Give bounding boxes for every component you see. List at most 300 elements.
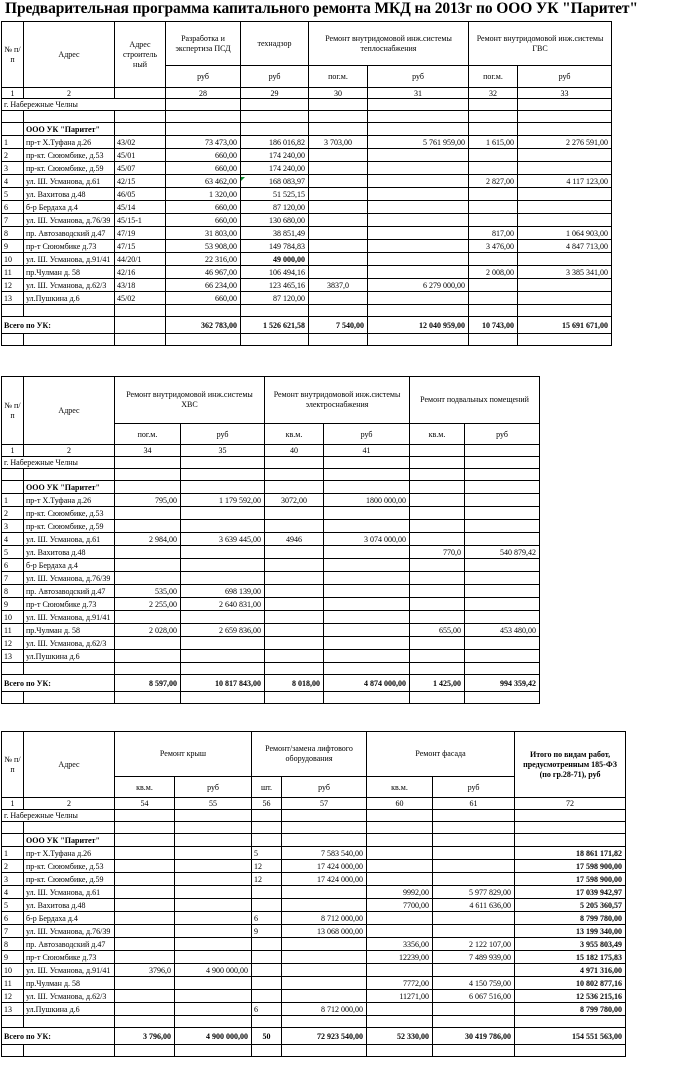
t1-colnum: 1 xyxy=(2,88,24,99)
t2-cell xyxy=(465,559,540,572)
row-address: пр-кт. Сююмбике, д.59 xyxy=(24,162,115,175)
row-number: 11 xyxy=(2,624,24,637)
t3-cell xyxy=(115,1003,175,1016)
row-number: 12 xyxy=(2,279,24,292)
t1-table-row xyxy=(2,162,612,175)
t3-colnum: 2 xyxy=(24,798,115,810)
t1-unit: руб xyxy=(241,66,309,88)
t1-cell: 53 908,00 xyxy=(166,240,241,253)
t2-colnum: 2 xyxy=(24,445,115,457)
row-address: пр. Автозаводский д.47 xyxy=(24,938,115,951)
t2-cell xyxy=(324,507,410,520)
t1-cell: 45/02 xyxy=(115,292,166,305)
t3-cell xyxy=(175,886,252,899)
t2-cell xyxy=(181,611,265,624)
row-number: 7 xyxy=(2,572,24,585)
t3-cell: 7 583 540,00 xyxy=(282,847,367,860)
t1-cell: 660,00 xyxy=(166,214,241,227)
t3-cell xyxy=(115,912,175,925)
t1-cell xyxy=(309,227,368,240)
t1-cell xyxy=(368,162,469,175)
t1-cell xyxy=(309,175,368,188)
t1-cell: 47/15 xyxy=(115,240,166,253)
t2-table-row xyxy=(2,533,540,546)
t2-cell: 453 480,00 xyxy=(465,624,540,637)
t2-cell: 3 074 000,00 xyxy=(324,533,410,546)
t1-cell xyxy=(309,240,368,253)
row-address: пр-т Сююмбике д.73 xyxy=(24,951,115,964)
row-number: 6 xyxy=(2,559,24,572)
t1-org: ООО УК "Паритет" xyxy=(24,123,115,136)
row-number: 13 xyxy=(2,650,24,663)
t2-cell xyxy=(265,572,324,585)
t2-header-elec: Ремонт внутридомовой инж.системы электроснабжения xyxy=(265,377,410,424)
table-3 xyxy=(1,731,626,1057)
t1-cell: 45/07 xyxy=(115,162,166,175)
t3-cell xyxy=(433,912,515,925)
row-address: пр.Чулман д. 58 xyxy=(24,266,115,279)
t1-city: г. Набережные Челны xyxy=(2,99,166,111)
t1-unit: пог.м. xyxy=(469,66,518,88)
row-address: пр-т Сююмбике д.73 xyxy=(24,598,115,611)
t1-cell: 106 494,16 xyxy=(241,266,309,279)
t1-table-row xyxy=(2,253,612,266)
t2-cell xyxy=(265,611,324,624)
t2-cell: 2 640 831,00 xyxy=(181,598,265,611)
t2-colnum: 35 xyxy=(181,445,265,457)
t1-cell: 43/18 xyxy=(115,279,166,292)
t3-cell xyxy=(367,964,433,977)
t2-cell: 698 139,00 xyxy=(181,585,265,598)
t2-cell xyxy=(465,533,540,546)
t2-cell xyxy=(465,598,540,611)
t3-cell: 9992,00 xyxy=(367,886,433,899)
row-number: 6 xyxy=(2,912,24,925)
t2-total-row: Всего по УК: 8 597,00 10 817 843,00 8 018,00 4 874 000,00 1 425,00 994 359,42 xyxy=(2,675,540,692)
row-address: ул. Ш. Усманова, д.91/41 xyxy=(24,253,115,266)
t2-cell xyxy=(115,650,181,663)
t1-cell: 2 827,00 xyxy=(469,175,518,188)
t1-cell: 38 851,49 xyxy=(241,227,309,240)
t1-cell: 3 703,00 xyxy=(309,136,368,149)
t3-cell: 9 xyxy=(252,925,282,938)
t3-cell: 3 955 803,49 xyxy=(515,938,626,951)
t2-table-row xyxy=(2,650,540,663)
t3-cell xyxy=(252,951,282,964)
t3-cell: 8 799 780,00 xyxy=(515,1003,626,1016)
t3-cell: 6 xyxy=(252,1003,282,1016)
t3-cell xyxy=(115,847,175,860)
t3-table-row xyxy=(2,925,626,938)
t1-table-row xyxy=(2,227,612,240)
t1-cell: 2 008,00 xyxy=(469,266,518,279)
t3-header-num: № п/п xyxy=(2,732,24,798)
row-number: 3 xyxy=(2,162,24,175)
t2-cell xyxy=(265,507,324,520)
row-number: 8 xyxy=(2,585,24,598)
row-number: 5 xyxy=(2,546,24,559)
t3-cell: 6 xyxy=(252,912,282,925)
t1-table-row xyxy=(2,149,612,162)
t1-cell: 66 234,00 xyxy=(166,279,241,292)
t3-cell: 12 xyxy=(252,860,282,873)
t3-cell: 13 068 000,00 xyxy=(282,925,367,938)
table-1 xyxy=(1,21,612,346)
t3-cell xyxy=(175,912,252,925)
t3-colnum: 72 xyxy=(515,798,626,810)
t3-cell: 3356,00 xyxy=(367,938,433,951)
t1-colnum: 2 xyxy=(24,88,115,99)
t3-header-lift: Ремонт/замена лифтового оборудования xyxy=(252,732,367,777)
t3-cell xyxy=(433,964,515,977)
t3-cell: 4 971 316,00 xyxy=(515,964,626,977)
row-address: ул. Ш. Усманова, д.62/3 xyxy=(24,990,115,1003)
t1-cell xyxy=(518,188,612,201)
row-number: 13 xyxy=(2,1003,24,1016)
t3-cell xyxy=(282,977,367,990)
row-address: ул. Ш. Усманова, д.61 xyxy=(24,886,115,899)
row-address: пр-кт. Сююмбике, д.53 xyxy=(24,860,115,873)
t2-cell xyxy=(324,611,410,624)
t3-unit: руб xyxy=(175,777,252,798)
t3-cell xyxy=(367,1003,433,1016)
t1-cell xyxy=(469,214,518,227)
t2-header-address: Адрес xyxy=(24,377,115,445)
t2-cell xyxy=(181,559,265,572)
t3-colnum: 54 xyxy=(115,798,175,810)
t1-cell xyxy=(518,149,612,162)
t1-cell xyxy=(368,175,469,188)
t3-cell xyxy=(433,925,515,938)
t2-cell xyxy=(265,585,324,598)
t2-header-base: Ремонт подвальных помещений xyxy=(410,377,540,424)
t3-cell xyxy=(252,964,282,977)
t2-unit: руб xyxy=(465,424,540,445)
t2-cell xyxy=(181,520,265,533)
row-number: 3 xyxy=(2,873,24,886)
t2-cell xyxy=(324,598,410,611)
t2-table-row xyxy=(2,494,540,507)
t1-table-row xyxy=(2,266,612,279)
t1-cell: 73 473,00 xyxy=(166,136,241,149)
t1-cell: 660,00 xyxy=(166,292,241,305)
t2-cell xyxy=(181,507,265,520)
t2-table-row xyxy=(2,598,540,611)
t3-cell xyxy=(367,847,433,860)
t3-table-row xyxy=(2,899,626,912)
row-address: ул. Ш. Усманова, д.76/39 xyxy=(24,214,115,227)
t1-cell xyxy=(309,292,368,305)
row-number: 10 xyxy=(2,964,24,977)
t2-table-row xyxy=(2,559,540,572)
t3-cell xyxy=(175,951,252,964)
t2-cell xyxy=(265,598,324,611)
t2-header-num: № п/п xyxy=(2,377,24,445)
t2-colnum: 41 xyxy=(324,445,410,457)
t3-total-row: Всего по УК: 3 796,00 4 900 000,00 50 72 923 540,00 52 330,00 30 419 786,00 154 551 563,00 xyxy=(2,1028,626,1045)
t3-unit: кв.м. xyxy=(367,777,433,798)
t3-table-row xyxy=(2,912,626,925)
t1-cell: 5 761 959,00 xyxy=(368,136,469,149)
row-address: пр-т Х.Туфана д.26 xyxy=(24,847,115,860)
t2-colnum: 40 xyxy=(265,445,324,457)
t3-cell xyxy=(433,860,515,873)
t3-table-row xyxy=(2,860,626,873)
t2-cell xyxy=(465,611,540,624)
t1-cell xyxy=(469,201,518,214)
row-address: ул. Ш. Усманова, д.91/41 xyxy=(24,611,115,624)
page-title: Предварительная программа капитального ремонта МКД на 2013г по ООО УК "Паритет" xyxy=(5,0,638,17)
t2-cell: 4946 xyxy=(265,533,324,546)
t2-cell xyxy=(324,572,410,585)
t2-org: ООО УК "Паритет" xyxy=(24,481,115,494)
t2-city: г. Набережные Челны xyxy=(2,457,115,469)
t1-cell: 123 465,16 xyxy=(241,279,309,292)
t1-cell xyxy=(309,214,368,227)
t1-cell xyxy=(368,266,469,279)
table-2 xyxy=(1,376,540,704)
t3-org: ООО УК "Паритет" xyxy=(24,834,115,847)
row-address: ул. Ш. Усманова, д.61 xyxy=(24,175,115,188)
row-number: 11 xyxy=(2,266,24,279)
t1-cell: 43/02 xyxy=(115,136,166,149)
t1-table-row xyxy=(2,136,612,149)
t2-cell xyxy=(465,520,540,533)
t1-cell xyxy=(518,162,612,175)
t3-colnum: 56 xyxy=(252,798,282,810)
t1-table-row xyxy=(2,292,612,305)
t1-cell: 47/19 xyxy=(115,227,166,240)
t3-cell: 4 150 759,00 xyxy=(433,977,515,990)
t1-cell: 42/15 xyxy=(115,175,166,188)
t1-cell: 660,00 xyxy=(166,201,241,214)
t1-cell: 168 083,97 xyxy=(241,175,309,188)
t3-cell: 13 199 340,00 xyxy=(515,925,626,938)
row-address: б-р Бердаха д.4 xyxy=(24,201,115,214)
t2-cell xyxy=(410,585,465,598)
t2-cell xyxy=(324,650,410,663)
row-number: 2 xyxy=(2,860,24,873)
t2-cell xyxy=(465,650,540,663)
t3-cell: 2 122 107,00 xyxy=(433,938,515,951)
t1-header-gvs: Ремонт внутридомовой инж.системы ГВС xyxy=(469,22,612,66)
t1-cell xyxy=(309,162,368,175)
t3-unit: шт. xyxy=(252,777,282,798)
t3-cell: 4 900 000,00 xyxy=(175,964,252,977)
t2-cell xyxy=(181,650,265,663)
t1-cell xyxy=(469,279,518,292)
t2-cell xyxy=(324,624,410,637)
t2-table-row xyxy=(2,520,540,533)
t3-cell xyxy=(175,925,252,938)
t2-table-row xyxy=(2,637,540,650)
t3-cell: 12239,00 xyxy=(367,951,433,964)
t3-cell: 7 489 939,00 xyxy=(433,951,515,964)
row-address: ул. Ш. Усманова, д.91/41 xyxy=(24,964,115,977)
t1-cell: 817,00 xyxy=(469,227,518,240)
t2-cell: 2 255,00 xyxy=(115,598,181,611)
t3-cell xyxy=(367,873,433,886)
t1-cell xyxy=(469,292,518,305)
t3-cell xyxy=(252,990,282,1003)
t3-cell xyxy=(115,990,175,1003)
t1-cell: 1 320,00 xyxy=(166,188,241,201)
t1-total-label: Всего по УК: xyxy=(2,317,115,334)
t3-cell xyxy=(367,860,433,873)
t1-cell: 63 462,00 xyxy=(166,175,241,188)
t3-cell: 5 977 829,00 xyxy=(433,886,515,899)
t3-cell: 17 424 000,00 xyxy=(282,873,367,886)
row-number: 1 xyxy=(2,494,24,507)
t3-cell: 17 598 900,00 xyxy=(515,873,626,886)
t1-cell xyxy=(309,266,368,279)
t1-colnum: 29 xyxy=(241,88,309,99)
t3-cell: 18 861 171,82 xyxy=(515,847,626,860)
t1-header-num: № п/п xyxy=(2,22,24,88)
row-number: 9 xyxy=(2,598,24,611)
t1-unit: руб xyxy=(368,66,469,88)
t3-cell xyxy=(175,990,252,1003)
t3-cell: 5 xyxy=(252,847,282,860)
row-number: 5 xyxy=(2,899,24,912)
t2-cell xyxy=(115,572,181,585)
t1-cell xyxy=(368,201,469,214)
row-address: б-р Бердаха д.4 xyxy=(24,559,115,572)
t3-table-row xyxy=(2,1003,626,1016)
t3-cell: 5 205 360,57 xyxy=(515,899,626,912)
t3-unit: руб xyxy=(433,777,515,798)
t3-cell: 8 712 000,00 xyxy=(282,1003,367,1016)
t3-cell: 8 799 780,00 xyxy=(515,912,626,925)
t2-cell xyxy=(265,546,324,559)
t3-cell xyxy=(115,977,175,990)
t1-cell: 45/14 xyxy=(115,201,166,214)
t3-cell: 17 424 000,00 xyxy=(282,860,367,873)
t2-cell: 2 984,00 xyxy=(115,533,181,546)
t1-table-row xyxy=(2,214,612,227)
row-number: 10 xyxy=(2,253,24,266)
row-address: пр. Автозаводский д.47 xyxy=(24,227,115,240)
t1-cell xyxy=(518,253,612,266)
row-number: 8 xyxy=(2,227,24,240)
t3-header-roof: Ремонт крыш xyxy=(115,732,252,777)
t1-cell: 42/16 xyxy=(115,266,166,279)
t2-cell: 1 179 592,00 xyxy=(181,494,265,507)
t2-cell xyxy=(265,624,324,637)
t3-header-total: Итого по видам работ, предусмотренным 185-ФЗ (по гр.28-71), руб xyxy=(515,732,626,798)
t2-cell xyxy=(465,637,540,650)
t3-cell xyxy=(115,899,175,912)
t2-cell xyxy=(410,572,465,585)
t3-cell xyxy=(175,938,252,951)
t2-cell xyxy=(324,546,410,559)
t3-cell xyxy=(115,951,175,964)
t3-table-row xyxy=(2,938,626,951)
t2-cell xyxy=(265,559,324,572)
row-number: 9 xyxy=(2,240,24,253)
t3-cell xyxy=(367,912,433,925)
t2-unit: руб xyxy=(181,424,265,445)
t1-cell xyxy=(368,188,469,201)
t1-cell: 4 117 123,00 xyxy=(518,175,612,188)
t1-table-row xyxy=(2,201,612,214)
row-number: 1 xyxy=(2,136,24,149)
t2-cell xyxy=(115,520,181,533)
t3-cell xyxy=(282,938,367,951)
t3-colnum: 1 xyxy=(2,798,24,810)
t1-cell xyxy=(469,162,518,175)
t1-cell xyxy=(368,214,469,227)
t2-cell xyxy=(465,494,540,507)
row-address: пр.Чулман д. 58 xyxy=(24,624,115,637)
t3-table-row xyxy=(2,990,626,1003)
t1-cell xyxy=(309,253,368,266)
t3-cell xyxy=(175,860,252,873)
t2-cell xyxy=(410,494,465,507)
t1-total-row: Всего по УК: 362 783,00 1 526 621,58 7 540,00 12 040 959,00 10 743,00 15 691 671,00 xyxy=(2,317,612,334)
t2-cell: 3072,00 xyxy=(265,494,324,507)
t1-cell xyxy=(469,149,518,162)
t3-unit: руб xyxy=(282,777,367,798)
t3-cell xyxy=(115,886,175,899)
t2-cell xyxy=(410,520,465,533)
t2-colnum: 34 xyxy=(115,445,181,457)
t1-cell xyxy=(368,292,469,305)
t2-cell xyxy=(115,546,181,559)
t2-cell xyxy=(115,559,181,572)
t3-cell xyxy=(175,977,252,990)
row-number: 3 xyxy=(2,520,24,533)
row-address: ул. Вахитова д.48 xyxy=(24,899,115,912)
row-address: пр-кт. Сююмбике, д.53 xyxy=(24,149,115,162)
t3-cell xyxy=(282,951,367,964)
row-number: 4 xyxy=(2,533,24,546)
row-number: 4 xyxy=(2,886,24,899)
t1-header-address: Адрес xyxy=(24,22,115,88)
t2-table-row xyxy=(2,507,540,520)
t1-cell: 45/15-1 xyxy=(115,214,166,227)
row-address: ул.Пушкина д.6 xyxy=(24,1003,115,1016)
t1-cell xyxy=(518,292,612,305)
row-number: 9 xyxy=(2,951,24,964)
t3-cell xyxy=(115,860,175,873)
t3-cell xyxy=(433,847,515,860)
t1-total-tech: 1 526 621,58 xyxy=(241,317,309,334)
t3-table-row xyxy=(2,951,626,964)
t2-colnum: 1 xyxy=(2,445,24,457)
t1-cell: 6 279 000,00 xyxy=(368,279,469,292)
t3-cell xyxy=(252,977,282,990)
t1-unit: руб xyxy=(518,66,612,88)
t3-cell: 15 182 175,83 xyxy=(515,951,626,964)
row-number: 1 xyxy=(2,847,24,860)
t1-cell: 1 615,00 xyxy=(469,136,518,149)
t1-cell xyxy=(469,188,518,201)
t3-cell: 6 067 516,00 xyxy=(433,990,515,1003)
t1-cell: 87 120,00 xyxy=(241,201,309,214)
t3-cell: 7700,00 xyxy=(367,899,433,912)
t2-table-row xyxy=(2,624,540,637)
row-address: б-р Бердаха д.4 xyxy=(24,912,115,925)
t2-cell: 655,00 xyxy=(410,624,465,637)
t2-cell xyxy=(324,637,410,650)
t3-colnum: 55 xyxy=(175,798,252,810)
t1-cell xyxy=(368,149,469,162)
t1-cell: 660,00 xyxy=(166,149,241,162)
t3-cell: 17 039 942,97 xyxy=(515,886,626,899)
row-number: 6 xyxy=(2,201,24,214)
t3-cell: 7772,00 xyxy=(367,977,433,990)
